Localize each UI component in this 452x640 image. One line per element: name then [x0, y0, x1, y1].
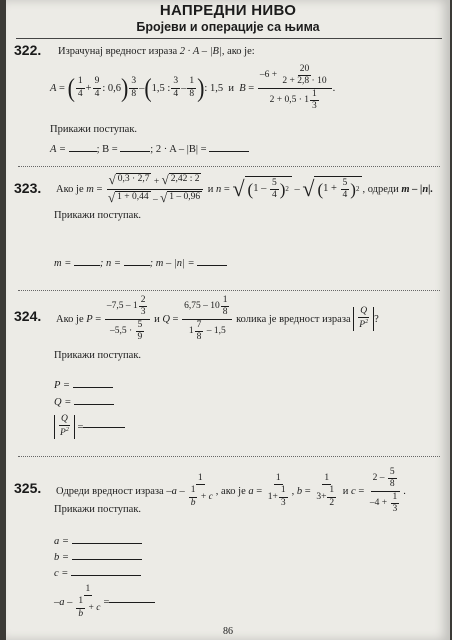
problem-323-number: 323. [14, 180, 42, 196]
page-number: 86 [223, 626, 233, 637]
problem-324-number: 324. [14, 308, 42, 324]
answer-blank-p[interactable] [73, 387, 113, 388]
problem-324-answer-q: Q = [54, 397, 114, 408]
problem-323-answer-line: m = ; n = ; m – |n| = [54, 258, 227, 269]
problem-324-answer-expr: $\frac{Q}{P^2}$ = [54, 412, 125, 442]
problem-324-show-work: Прикажи поступак. [54, 350, 142, 361]
problem-325-formula: Одреди вредност израза –a – 1 1 b + c , ако је a = 1 1+ 1 3 , b = 1 3+ 1 2 и c = 2 – 5 8 –4 + 1 3 . [56, 466, 406, 514]
answer-blank-expr[interactable] [197, 265, 227, 266]
problem-325-answer-b: b = [54, 552, 142, 563]
problem-322-show-work: Прикажи поступак. [50, 124, 138, 135]
answer-blank-b[interactable] [72, 559, 142, 560]
answer-blank-q[interactable] [74, 404, 114, 405]
answer-blank-b[interactable] [120, 151, 150, 152]
problem-324-formula: Ако је P = –7,5 – 1 2 3 –5,5 · 5 9 и Q = 6,75 – 10 1 8 1 7 8 – 1,5 колика је вредност израза $\frac{Q}{P^2}$ ? [56, 294, 379, 342]
problem-322-statement: Израчунај вредност израза 2 · A – |B|, ако је: [58, 46, 255, 57]
answer-blank-a[interactable] [72, 543, 142, 544]
problem-325-show-work: Прикажи поступак. [54, 504, 142, 515]
problem-325-answer-c: c = [54, 568, 141, 579]
answer-blank-n[interactable] [124, 265, 150, 266]
answer-blank-a[interactable] [69, 151, 97, 152]
problem-325-number: 325. [14, 480, 42, 496]
problem-323-show-work: Прикажи поступак. [54, 210, 142, 221]
textbook-page [6, 0, 450, 640]
problem-323-formula: Ако је m = √ 0,3 · 2,7 + √ 2,42 : 2 √ 1 + 0,44 – √ 1 – 0,96 и n = √ ( 1 – 5 4 ) 2 – √ ( 1 + 5 4 ) 2 , одреди m – |n|. [56, 172, 434, 205]
answer-blank-c[interactable] [71, 575, 141, 576]
problem-324-answer-p: P = [54, 380, 113, 391]
problem-325-answer-a: a = [54, 536, 142, 547]
answer-blank-expr[interactable] [109, 602, 155, 603]
section-title: НАПРЕДНИ НИВО [159, 2, 297, 19]
answer-blank-m[interactable] [74, 265, 100, 266]
answer-blank-expr[interactable] [83, 427, 125, 428]
header-rule [16, 38, 442, 39]
section-subtitle: Бројеви и операције са њима [136, 20, 320, 34]
separator [18, 456, 440, 457]
problem-322-answer-line: A = ; B = ; 2 · A – |B| = [50, 144, 249, 155]
problem-322-number: 322. [14, 42, 42, 58]
problem-322-formula: A = ( 1 4 + 9 4 : 0,6 ) 3 8 – ( 1,5 : 3 4 – 1 8 ) : 1,5 и B = –6 + 20 2 + 2,8 · 10 2 + 0,5 · 1 1 3 . [50, 63, 336, 111]
separator [18, 290, 440, 291]
separator [18, 166, 440, 167]
answer-blank-expr[interactable] [209, 151, 249, 152]
problem-325-answer-expr: –a – 1 1 b + c = [54, 584, 155, 620]
